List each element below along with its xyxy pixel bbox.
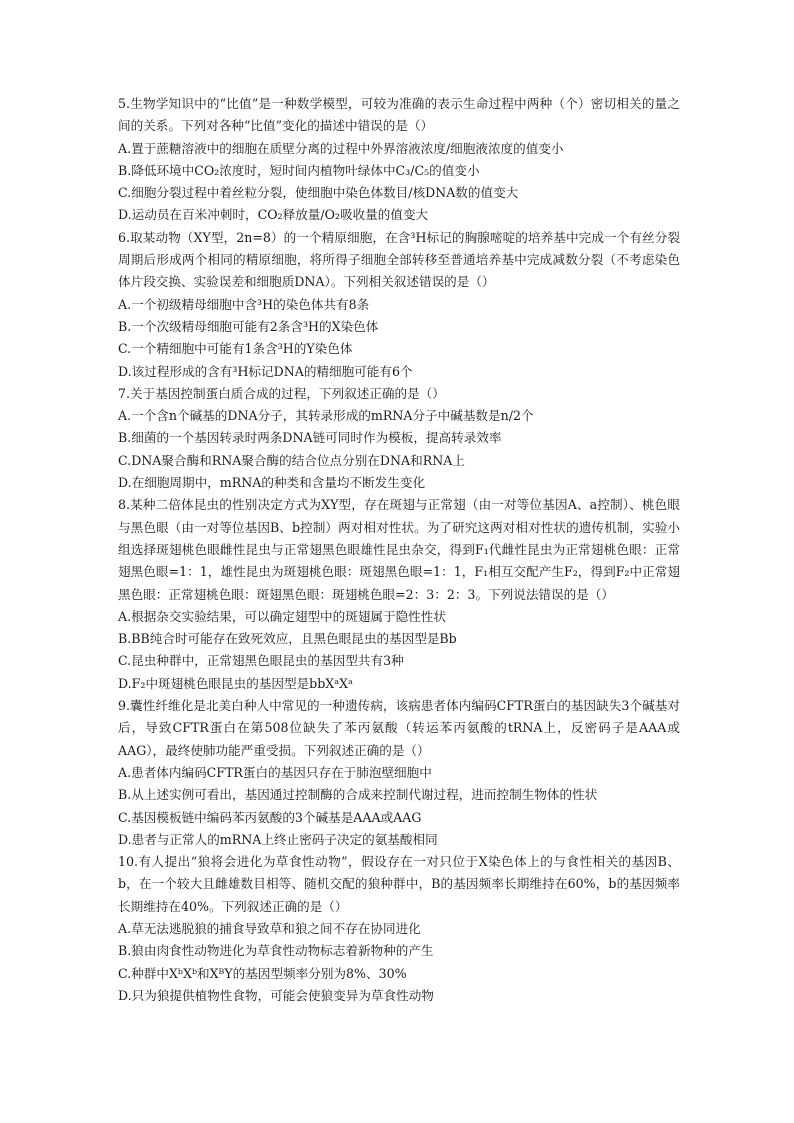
option-c: C.昆虫种群中，正常翅黑色眼昆虫的基因型共有3种	[118, 653, 404, 669]
question-5	[118, 93, 680, 227]
question-8	[118, 494, 680, 695]
question-9	[118, 695, 680, 851]
exam-page	[118, 93, 680, 1007]
option-b: B.细菌的一个基因转录时两条DNA链可同时作为模板，提高转录效率	[118, 430, 502, 446]
option-a: A.置于蔗糖溶液中的细胞在质壁分离的过程中外界溶液浓度/细胞液浓度的值变小	[118, 140, 564, 156]
question-7	[118, 383, 680, 494]
option-a: A.一个含n个碱基的DNA分子，其转录形成的mRNA分子中碱基数是n/2个	[118, 408, 534, 424]
question-stem: 5.生物学知识中的“比值”是一种数学模型，可较为准确的表示生命过程中两种（个）密切相关的量之间的关系。下列对各种“比值”变化的描述中错误的是（）	[118, 96, 680, 134]
question-stem: 7.关于基因控制蛋白质合成的过程，下列叙述正确的是（）	[118, 385, 445, 401]
option-c: C.DNA聚合酶和RNA聚合酶的结合位点分别在DNA和RNA上	[118, 452, 465, 468]
question-stem: 8.某种二倍体昆虫的性别决定方式为XY型，存在斑翅与正常翅（由一对等位基因A、a控制）、桃色眼与黑色眼（由一对等位基因B、b控制）两对相对性状。为了研究这两对相对性状的遗传机制，实验小组选择斑翅桃色眼雌性昆虫与正常翅黑色眼雄性昆虫杂交，得到F₁代雌性昆虫为正常翅桃色眼：正常翅黑色眼=1：1，雄性昆虫为斑翅桃色眼：斑翅黑色眼=1：1，F₁相互交配产生F₂，得到F₂中正常翅黑色眼：正常翅桃色眼：斑翅黑色眼：斑翅桃色眼=2：3：2：3。下列说法错误的是（）	[118, 497, 680, 602]
option-b: B.狼由肉食性动物进化为草食性动物标志着新物种的产生	[118, 943, 434, 959]
question-stem: 10.有人提出“狼将会进化为草食性动物”，假设存在一对只位于X染色体上的与食性相关的基因B、b，在一个较大且雌雄数目相等、随机交配的狼种群中，B的基因频率长期维持在60%，b的基因频率长期维持在40%。下列叙述正确的是（）	[118, 854, 680, 914]
question-stem: 9.囊性纤维化是北美白种人中常见的一种遗传病，该病患者体内编码CFTR蛋白的基因缺失3个碱基对后，导致CFTR蛋白在第508位缺失了苯丙氨酸（转运苯丙氨酸的tRNA上，反密码子是AAA或AAG），最终使肺功能严重受损。下列叙述正确的是（）	[118, 698, 680, 758]
option-c: C.种群中XᵇXᵇ和XᴮY的基因型频率分别为8%、30%	[118, 965, 407, 981]
option-d: D.F₂中斑翅桃色眼昆虫的基因型是bbXᵃXᵃ	[118, 675, 353, 691]
option-b: B.降低环境中CO₂浓度时，短时间内植物叶绿体中C₃/C₅的值变小	[118, 162, 480, 178]
option-d: D.该过程形成的含有³H标记DNA的精细胞可能有6个	[118, 363, 413, 379]
option-d: D.在细胞周期中，mRNA的种类和含量均不断发生变化	[118, 475, 426, 491]
question-10	[118, 851, 680, 1007]
option-a: A.根据杂交实验结果，可以确定翅型中的斑翅属于隐性性状	[118, 608, 446, 624]
option-d: D.运动员在百米冲刺时，CO₂释放量/O₂吸收量的值变大	[118, 207, 429, 223]
option-a: A.一个初级精母细胞中含³H的染色体共有8条	[118, 296, 370, 312]
question-6	[118, 227, 680, 383]
option-b: B.一个次级精母细胞可能有2条含³H的X染色体	[118, 318, 379, 334]
option-b: B.从上述实例可看出，基因通过控制酶的合成来控制代谢过程，进而控制生物体的性状	[118, 787, 598, 803]
question-stem: 6.取某动物（XY型，2n=8）的一个精原细胞，在含³H标记的胸腺嘧啶的培养基中完成一个有丝分裂周期后形成两个相同的精原细胞，将所得子细胞全部转移至普通培养基中完成减数分裂（不考虑染色体片段交换、实验误差和细胞质DNA）。下列相关叙述错误的是（）	[118, 229, 680, 290]
option-c: C.一个精细胞中可能有1条含³H的Y染色体	[118, 341, 353, 357]
option-a: A.患者体内编码CFTR蛋白的基因只存在于肺泡壁细胞中	[118, 764, 432, 780]
option-a: A.草无法逃脱狼的捕食导致草和狼之间不存在协同进化	[118, 920, 421, 936]
option-c: C.细胞分裂过程中着丝粒分裂，使细胞中染色体数目/核DNA数的值变大	[118, 185, 519, 201]
option-d: D.只为狼提供植物性食物，可能会使狼变异为草食性动物	[118, 987, 434, 1003]
option-d: D.患者与正常人的mRNA上终止密码子决定的氨基酸相同	[118, 831, 438, 847]
option-b: B.BB纯合时可能存在致死效应，且黑色眼昆虫的基因型是Bb	[118, 631, 457, 647]
option-c: C.基因模板链中编码苯丙氨酸的3个碱基是AAA或AAG	[118, 809, 422, 825]
